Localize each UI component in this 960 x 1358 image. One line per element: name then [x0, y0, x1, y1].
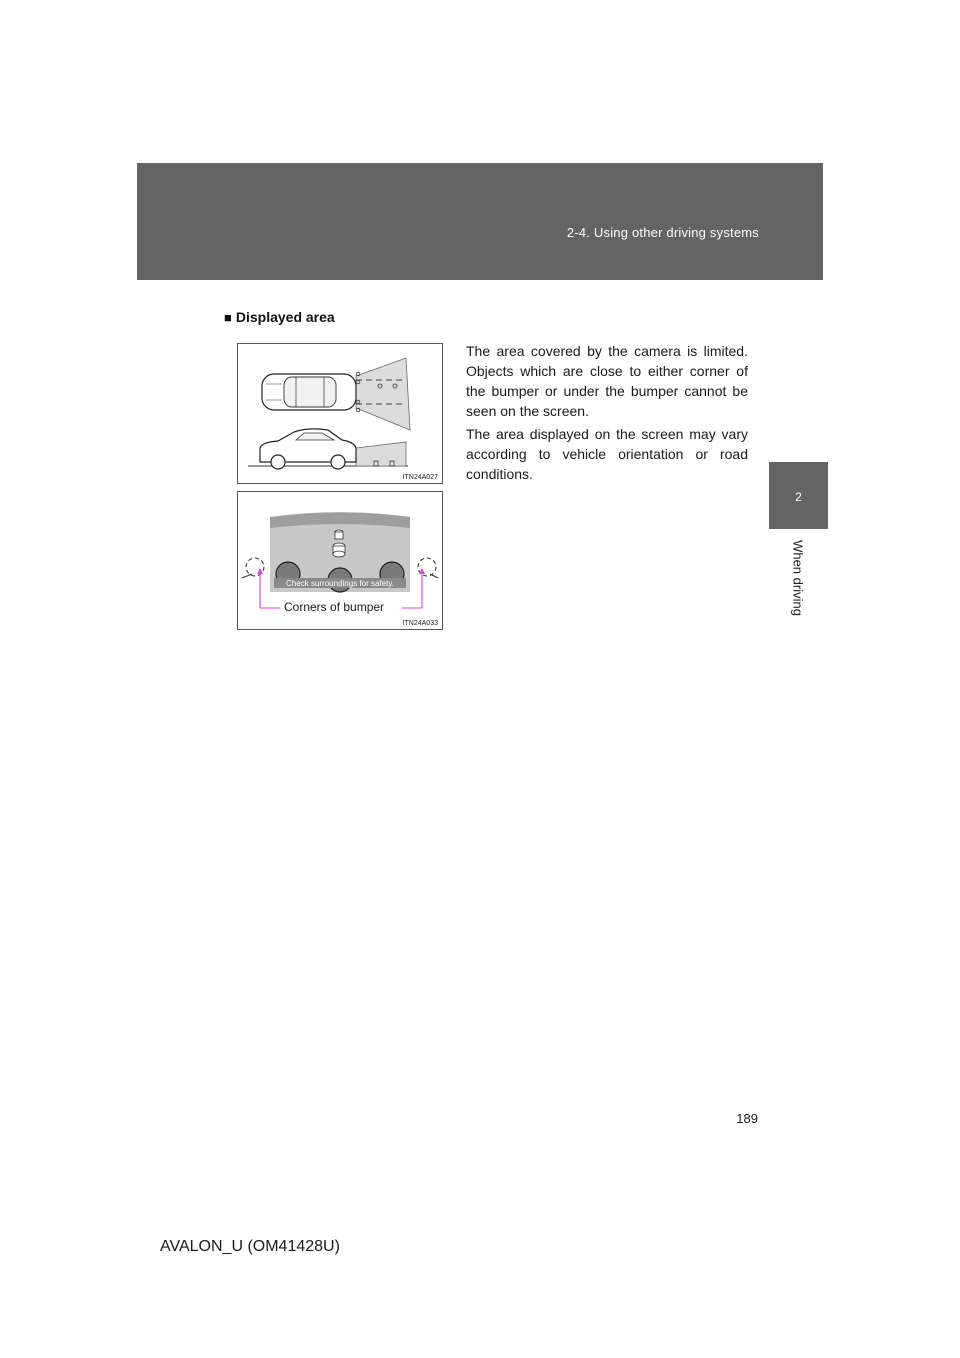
body-paragraph: The area displayed on the screen may vary according to vehicle orientation or road conditions.: [466, 426, 748, 482]
camera-range-illustration: [238, 344, 442, 483]
figure-code: ITN24A027: [402, 474, 438, 481]
page-number: 189: [736, 1111, 758, 1126]
chapter-label: When driving: [790, 540, 806, 616]
chapter-tab: [769, 462, 828, 529]
heading-bullet: ■: [224, 310, 232, 325]
section-title: 2-4. Using other driving systems: [566, 225, 759, 240]
camera-range-figure: [237, 343, 443, 484]
section-heading: [224, 309, 335, 325]
header-band: [137, 163, 823, 280]
screen-message: Check surroundings for safety.: [286, 579, 394, 588]
screen-view-figure: [237, 491, 443, 630]
figure-code: ITN24A033: [402, 620, 438, 627]
manual-code: AVALON_U (OM41428U): [160, 1238, 340, 1255]
heading-text: Displayed area: [235, 309, 335, 325]
bumper-corners-callout: Corners of bumper: [284, 600, 385, 614]
chapter-number: 2: [795, 490, 802, 504]
body-paragraph: The area covered by the camera is limited. Objects which are close to either corner of the bumper or under the bumper cannot be seen on the screen.: [466, 343, 748, 419]
